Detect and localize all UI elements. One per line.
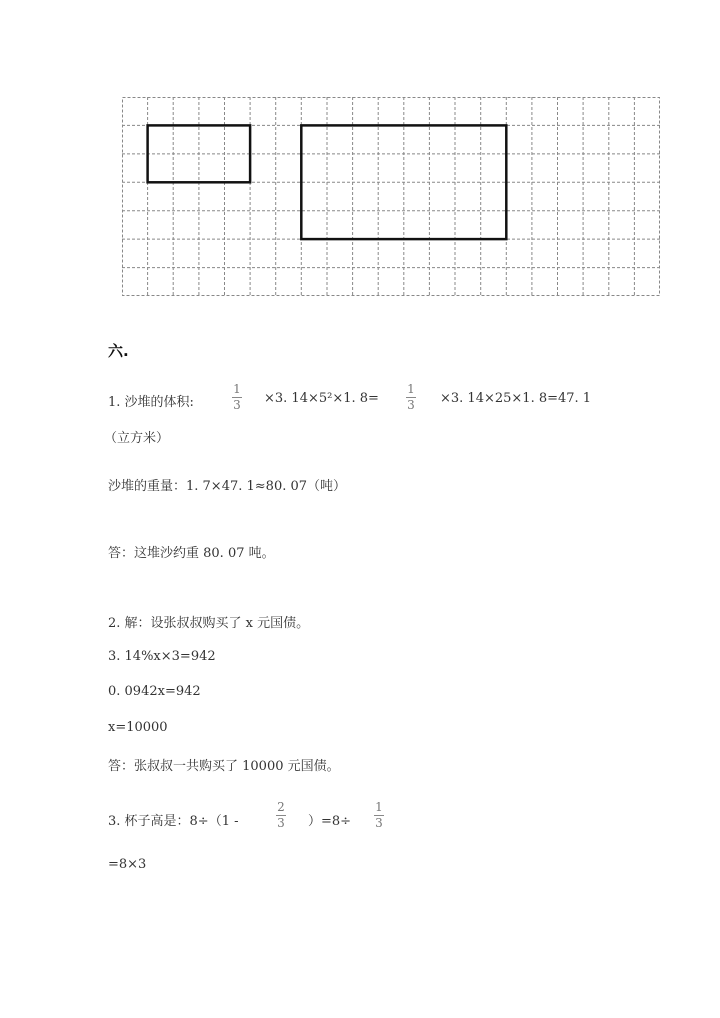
p2-line3: 0. 0942x=942: [108, 684, 201, 699]
p3-fraction-2: [374, 801, 384, 830]
fraction-numerator: 1: [233, 382, 241, 396]
section-title: 六.: [108, 342, 129, 360]
p1-line3: 沙堆的重量：1. 7×47. 1≈80. 07（吨）: [108, 479, 347, 494]
p2-line2: 3. 14%x×3=942: [108, 649, 216, 664]
p3-line2: =8×3: [108, 857, 147, 872]
p2-line1: 2. 解：设张叔叔购买了 x 元国债。: [108, 616, 310, 631]
fraction-denominator: 3: [407, 398, 415, 412]
fraction-denominator: 3: [375, 816, 383, 830]
p2-answer: 答：张叔叔一共购买了 10000 元国债。: [108, 759, 340, 774]
p1-line1-mid: ×3. 14×5²×1. 8=: [264, 391, 379, 406]
p1-fraction-2: [406, 383, 416, 412]
grid-svg: [122, 97, 660, 296]
fraction-numerator: 1: [407, 382, 415, 396]
p3-fraction-1: [276, 801, 286, 830]
fraction-denominator: 3: [277, 816, 285, 830]
p3-line1-mid: ）=8÷: [308, 814, 352, 829]
p1-line1-prefix: 1. 沙堆的体积:: [108, 395, 194, 410]
p1-fraction-1: [232, 383, 242, 412]
fraction-denominator: 3: [233, 398, 241, 412]
p1-line2: （立方米）: [104, 431, 170, 446]
p2-line4: x=10000: [108, 720, 168, 735]
fraction-numerator: 1: [375, 800, 383, 814]
p3-line1-prefix: 3. 杯子高是：8÷（1 -: [108, 814, 239, 829]
grid-diagram: [122, 97, 660, 296]
p1-line1-end: ×3. 14×25×1. 8=47. 1: [440, 391, 592, 406]
p1-answer: 答：这堆沙约重 80. 07 吨。: [108, 546, 275, 561]
fraction-numerator: 2: [277, 800, 285, 814]
